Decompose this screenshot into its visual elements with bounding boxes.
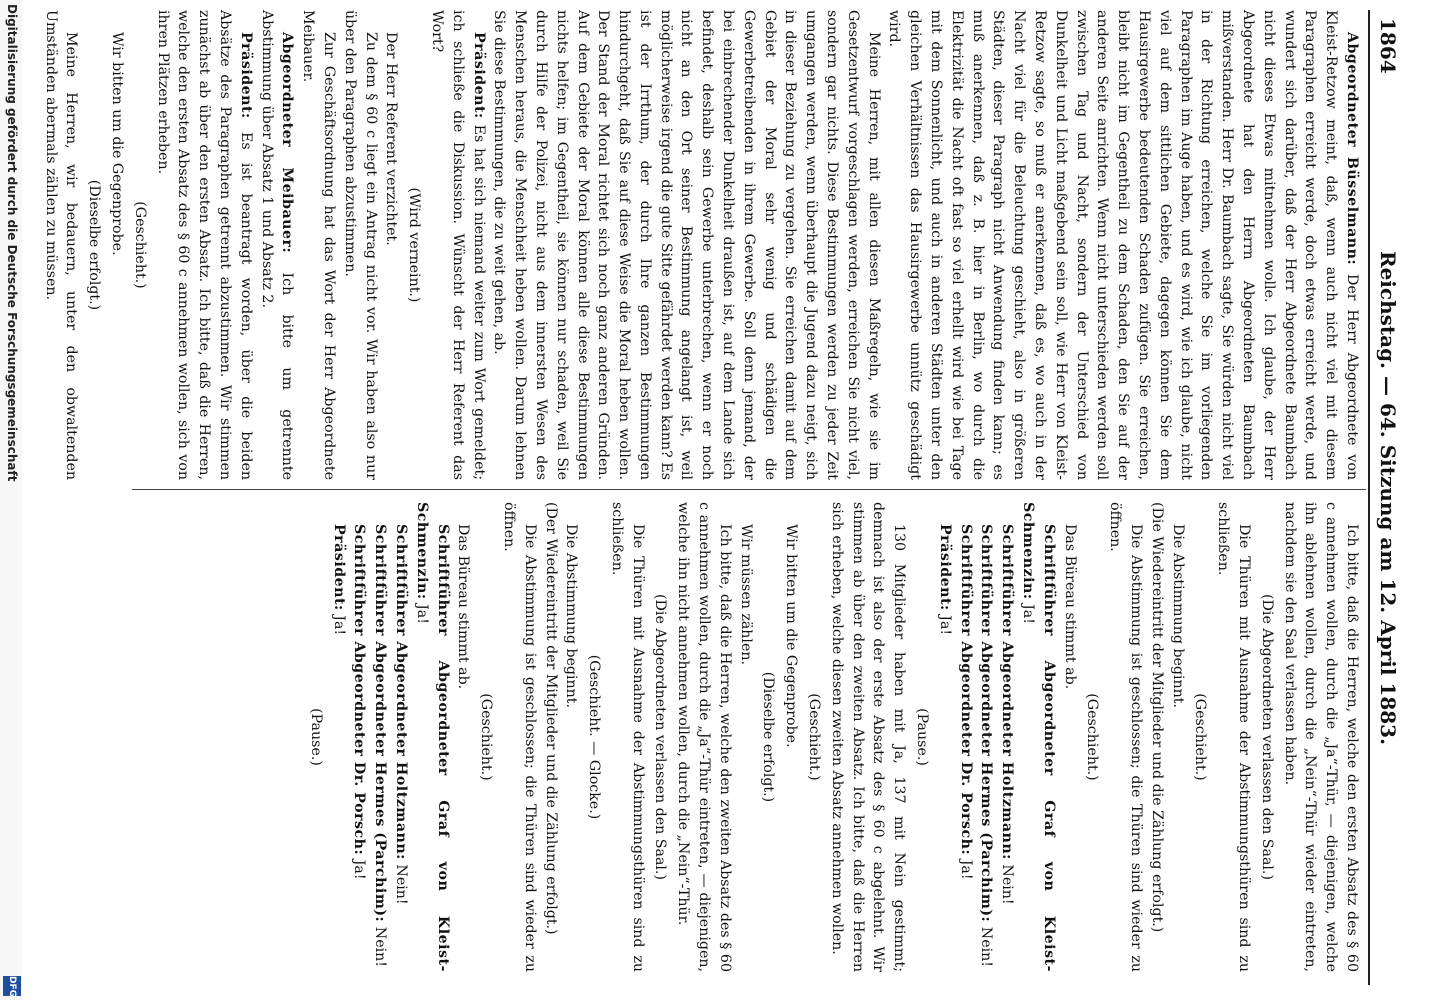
stage-direction: (Geschieht.) (131, 201, 148, 289)
speaker-name: Abgeordneter Büsselmann: (1344, 32, 1360, 266)
paragraph-text: Ja! (1020, 599, 1037, 624)
paragraph-text: Nein! (978, 922, 995, 967)
paragraph (152, 10, 256, 480)
paragraph (540, 502, 561, 972)
paragraph-text: Nein! (392, 859, 409, 905)
paragraph (1212, 502, 1254, 972)
speaker-name: Schriftführer Abgeordneter Holtzmann: (999, 524, 1016, 860)
speaker-name: Schriftführer Abgeordneter Hermes (Parchim): (372, 524, 389, 923)
paragraph (826, 502, 909, 972)
paragraph-text: Die Thüren mit Ausnahme der Abstimmungsthüren sind zu schließen. (1215, 502, 1253, 972)
paragraph (735, 502, 756, 972)
paragraph-text: Ja! (351, 855, 368, 880)
paragraph-text: 130 Mitglieder haben mit Ja, 137 mit Nein gestimmt; demnach ist also der erste Absatz des § 60 c abgelehnt. Wir stimmen ab über den zweiten Absatz. Ich bitte, daß die Herren sich erheben, welche diesen zweiten Absatz annehmen wollen. (828, 502, 908, 972)
paragraph (955, 502, 976, 972)
paragraph (411, 502, 453, 972)
paragraph-text: Meine Herren, wir bedauern, unter den obwaltenden Umständen abermals zählen zu müssen. (42, 10, 80, 480)
paragraph (498, 502, 540, 972)
paragraph (339, 10, 381, 480)
speaker-name: Abgeordneter Meibauer: (279, 32, 296, 254)
paragraph (369, 502, 390, 972)
page-header (1372, 18, 1402, 978)
speaker-name: Präsident: (470, 32, 487, 119)
paragraph (489, 10, 884, 480)
paragraph (390, 502, 411, 972)
right-column (132, 502, 1362, 972)
paragraph (381, 10, 402, 480)
paragraph-text: Der Herr Abgeordnete von Kleist-Retzow meint, daß, wenn auch nicht viel mit diesem Paragraphen erreicht werde, doch etwas erreicht werde, und wundert sich darüber, daß der Herr Abgeordnete Baumbach nicht dieses Etwas mitnehmen wolle. Ich glaube, der Herr Abgeordnete hat den Herrn Abgeordneten Baumbach mißverstanden. Herr Dr. Baumbach sagte, Sie würden nicht viel in der Richtung erreichen, welche Sie im vorliegenden Paragraphen im Auge haben, und es wird, wie ich glaube, nicht viel auf dem sittlichen Gebiete, dagegen können Sie dem Hausirgewerbe bedeutenden Schaden zufügen. Sie erreichen, bleibt nicht im Gegentheil zu dem Schaden, den Sie auf der anderen Seite anrichten. Wenn nicht unterschieden werden soll zwischen Tag und Nacht, sondern der Unterschied von Dunkelheit und Licht maßgebend sein soll, wie Herr von Kleist-Retzow sagte, so muß er anerkennen, daß es, wo auch in der Nacht viel für die Beleuchtung geschieht, also in größeren Städten, dieser Paragraph nicht Anwendung finden kann; es muß anerkennen, daß z. B. hier in Berlin, wo durch die Elektrizität die Nacht oft fast so viel erhellt wird wie bei Tage mit dem Sonnenlicht, und auch in anderen Städten unter den gleichen Verhältnissen das Hausirgewerbe unnütz geschädigt wird. (886, 10, 1360, 480)
stage-direction: (Geschieht.) (478, 693, 495, 781)
paragraph-text: Ich bitte, daß die Herren, welche den zweiten Absatz des § 60 c annehmen wollen, durch die „Ja“-Thür eintreten, — diejenigen, welche ihn nicht annehmen wollen, durch die „Nein“-Thür. (675, 502, 733, 972)
paragraph (1059, 502, 1080, 972)
stage-direction: (Geschieht. — Glocke.) (586, 654, 603, 820)
paragraph (349, 502, 370, 972)
paragraph (1279, 502, 1362, 972)
paragraph-text: (Der Wiedereintritt der Mitglieder und die Zählung erfolgt.) (542, 502, 559, 935)
paragraph-text: Wir bitten um die Gegenprobe. (783, 524, 800, 748)
paragraph (328, 502, 349, 972)
paragraph (1167, 502, 1188, 972)
paragraph (561, 502, 582, 972)
paragraph-text: Die Abstimmung ist geschlossen; die Thüren sind wieder zu öffnen. (500, 502, 538, 972)
paragraph (1017, 502, 1059, 972)
paragraph-text: Wir bitten um die Gegenprobe. (108, 32, 125, 256)
paragraph (1146, 502, 1167, 972)
paragraph-text: Zu dem § 60 c liegt ein Antrag nicht vor. Wir haben also nur über den Paragraphen abzustimmen. (341, 10, 379, 480)
paragraph-text: Ja! (936, 610, 953, 636)
paragraph-text: Ja! (330, 610, 347, 636)
paragraph (996, 502, 1017, 972)
speaker-name: Präsident: (936, 524, 953, 611)
paragraph-text: Meine Herren, mit allen diesen Maßregeln, wie sie im Gesetzentwurf vorgeschlagen werden, erreichen Sie nicht viel, sondern gar nichts. Diese Bestimmungen werden zu jeder Zeit umgangen werden, wenn überhaupt die Jugend dazu neigt, sich in dieser Beziehung zu vergehen. Sie erreichen damit auf dem Gebiet der Moral sehr wenig und schädigen die Gewerbetreibenden in ihrem Gewerbe. Soll denn jemand, der bei einbrechender Dunkelheit draußen ist, auf dem Lande sich befindet, deshalb sein Gewerbe unterbrechen, wenn er noch nicht an den Ort seiner Bestimmung angelangt ist, weil möglicherweise irgend die gute Sitte gefährdet werden kann? Es ist der Irrthum, der durch Ihre ganzen Bestimmungen hindurchgeht, daß Sie auf diese Weise die Moral heben wollen. Der Stand der Moral richtet sich noch ganz anderen Gründen. Auf dem Gebiete der Moral können alle diese Bestimmungen nichts helfen; im Gegentheil, sie können nur schaden, weil Sie durch Hilfe der Polizei, nicht aus dem innersten Wesen des Menschen heraus, die Menschheit heben wollen. Darum lehnen Sie diese Bestimmungen, die zu weit gehen, ab. (491, 10, 882, 480)
speaker-name: Präsident: (330, 524, 347, 611)
speaker-name: Präsident: (237, 32, 254, 119)
paragraph-text: Die Abstimmung beginnt. (1169, 524, 1186, 709)
paragraph (606, 502, 648, 972)
dfg-logo: DFG (3, 976, 21, 996)
paragraph-text: Die Abstimmung ist geschlossen; die Thüren sind wieder zu öffnen. (1107, 502, 1145, 972)
paragraph-text: Ich bitte um getrennte Abstimmung über Absatz 1 und Absatz 2. (258, 10, 296, 481)
paragraph-text: Die Abstimmung beginnt. (563, 524, 580, 709)
paragraph-text: Die Thüren mit Ausnahme der Abstimmungsthüren sind zu schließen. (608, 502, 646, 972)
left-column (42, 10, 1362, 481)
paragraph-text: Ja! (413, 599, 430, 624)
speaker-name: Schriftführer Abgeordneter Graf von Kleist-Schmenzin: (413, 502, 451, 972)
paragraph-text: Ja! (957, 855, 974, 880)
paragraph (1104, 502, 1146, 972)
paragraph-text: Nein! (999, 859, 1016, 905)
stage-direction: (Die Abgeordneten verlassen den Saal.) (652, 594, 669, 880)
paragraph (780, 502, 801, 972)
speaker-name: Schriftführer Abgeordneter Graf von Kleist-Schmenzin: (1020, 502, 1057, 972)
stage-direction: (Geschieht.) (806, 693, 823, 781)
stage-direction: (Pause.) (914, 708, 931, 766)
stage-direction: (Geschieht.) (1084, 693, 1101, 781)
column-divider (132, 489, 1366, 490)
paragraph-text: Wir müssen zählen. (737, 524, 754, 666)
stage-direction: (Dieselbe erfolgt.) (760, 671, 777, 803)
speaker-name: Schriftführer Abgeordneter Dr. Porsch: (957, 524, 974, 856)
header-rule (1368, 10, 1370, 985)
stage-direction: (Wird verneint.) (406, 187, 423, 303)
page-number: 1864 (1376, 18, 1400, 74)
paragraph (297, 10, 339, 480)
paragraph-text: (Die Wiedereintritt der Mitglieder und die Zählung erfolgt.) (1148, 502, 1165, 933)
paragraph (453, 502, 474, 972)
paragraph (884, 10, 1362, 480)
paragraph-text: Das Büreau stimmt ab. (455, 524, 472, 690)
paragraph-text: Zur Geschäftsordnung hat das Wort der Herr Abgeordnete Meibauer. (300, 10, 337, 480)
paragraph (934, 502, 955, 972)
speaker-name: Schriftführer Abgeordneter Holtzmann: (392, 524, 409, 860)
stage-direction: (Geschieht.) (1192, 693, 1209, 781)
paragraph-text: Es ist beantragt worden, über die beiden Absätze des Paragraphen getrennt abzustimmen. Wir stimmen zunächst ab über den ersten Absatz. Ich bitte, daß die Herren, welche den ersten Absatz des § 60 c annehmen wollen, sich von ihren Plätzen erheben. (154, 10, 254, 480)
speaker-name: Schriftführer Abgeordneter Dr. Porsch: (351, 524, 368, 856)
stage-direction: (Pause.) (307, 708, 324, 766)
paragraph-text: Es hat sich niemand weiter zum Wort gemeldet; ich schließe die Diskussion. Wünscht der Herr Referent das Wort? (428, 10, 487, 480)
paragraph-text: Ich bitte, daß die Herren, welche den ersten Absatz des § 60 c annehmen wollen, durch die „Ja“-Thür, — diejenigen, welche ihn ablehnen wollen, durch die „Nein“-Thür wieder eintreten, nachdem sie den Saal verlassen haben. (1281, 502, 1360, 972)
digitization-credit: Digitalisierung gefördert durch die Deutsche Forschungsgemeinschaft (5, 4, 19, 482)
paragraph-text: Der Herr Referent verzichtet. (383, 32, 400, 246)
paragraph (673, 502, 735, 972)
paragraph (106, 10, 127, 480)
page-title: Reichstag. — 64. Sitzung am 12. April 1883. (1376, 250, 1400, 746)
paragraph (256, 10, 298, 480)
speaker-name: Schriftführer Abgeordneter Hermes (Parchim): (978, 524, 995, 923)
stage-direction: (Die Abgeordneten verlassen den Saal.) (1258, 594, 1275, 880)
paragraph-text: Nein! (372, 922, 389, 967)
paragraph (426, 10, 488, 480)
paragraph-text: Das Büreau stimmt ab. (1061, 524, 1078, 690)
stage-direction: (Dieselbe erfolgt.) (86, 179, 103, 311)
paragraph (40, 10, 82, 480)
paragraph (976, 502, 997, 972)
